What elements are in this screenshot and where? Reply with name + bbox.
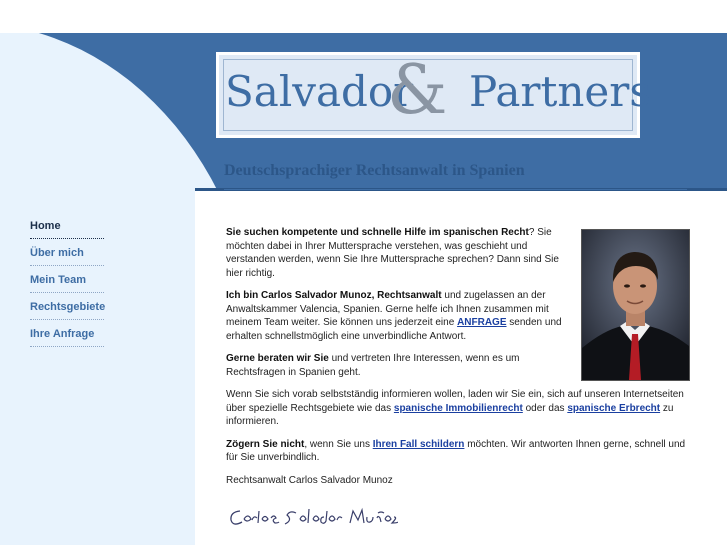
- signature-drawing: [228, 503, 398, 531]
- fall-schildern-link[interactable]: Ihren Fall schildern: [372, 438, 465, 450]
- main-content: [226, 226, 688, 496]
- nav-item-ihre-anfrage[interactable]: Ihre Anfrage: [30, 326, 104, 347]
- contact-paragraph: Zögern Sie nicht, wenn Sie uns Ihren Fall schildern möchten. Wir antworten Ihnen gerne, schnell und für Sie unverbindlich.: [226, 438, 686, 463]
- nav-item-ueber-mich[interactable]: Über mich: [30, 245, 104, 266]
- nav-item-rechtsgebiete[interactable]: Rechtsgebiete: [30, 299, 104, 320]
- subtitle-divider: [224, 189, 687, 190]
- nav-item-home[interactable]: Home: [30, 218, 104, 239]
- immobilienrecht-link[interactable]: spanische Immobilienrecht: [393, 402, 523, 414]
- handwritten-signature: [228, 503, 398, 531]
- logo-ampersand: &: [387, 51, 448, 130]
- intro-paragraph: Sie suchen kompetente und schnelle Hilfe im spanischen Recht? Sie möchten dabei in Ihrer Muttersprache verstehen, was geschieht und verstanden werden, wenn Sie Ihre Muttersprache sprechen? Dann sind Sie hier richtig.: [226, 227, 559, 279]
- main-navigation: [30, 218, 104, 353]
- page-subtitle: Deutschsprachiger Rechtsanwalt in Spanien: [224, 162, 525, 179]
- closing-line: Rechtsanwalt Carlos Salvador Munoz: [226, 474, 393, 486]
- advice-paragraph: Gerne beraten wir Sie und vertreten Ihre Interessen, wenn es um Rechtsfragen in Spanien geht.: [226, 353, 520, 378]
- erbrecht-link[interactable]: spanische Erbrecht: [567, 402, 661, 414]
- info-paragraph: Wenn Sie sich vorab selbstständig informieren wollen, laden wir Sie ein, sich auf unseren Internetseiten über spezielle Rechtsgebiete wie das spanische Immobilienrecht oder das spanische Erbrecht zu informieren.: [226, 389, 684, 427]
- logo-word-partners: Partners: [469, 67, 651, 116]
- logo-word-salvador: Salvador: [225, 67, 414, 116]
- nav-item-mein-team[interactable]: Mein Team: [30, 272, 104, 293]
- top-band: [0, 0, 727, 33]
- about-paragraph: Ich bin Carlos Salvador Munoz, Rechtsanwalt und zugelassen an der Anwaltskammer Valencia, Spanien. Gerne helfe ich Ihnen zusammen mit meinem Team weiter. Sie können uns jederzeit eine ANFRAGE senden und erhalten schnellstmöglich eine unverbindliche Antwort.: [226, 290, 562, 342]
- logo[interactable]: [216, 51, 651, 138]
- anfrage-link[interactable]: ANFRAGE: [457, 317, 507, 328]
